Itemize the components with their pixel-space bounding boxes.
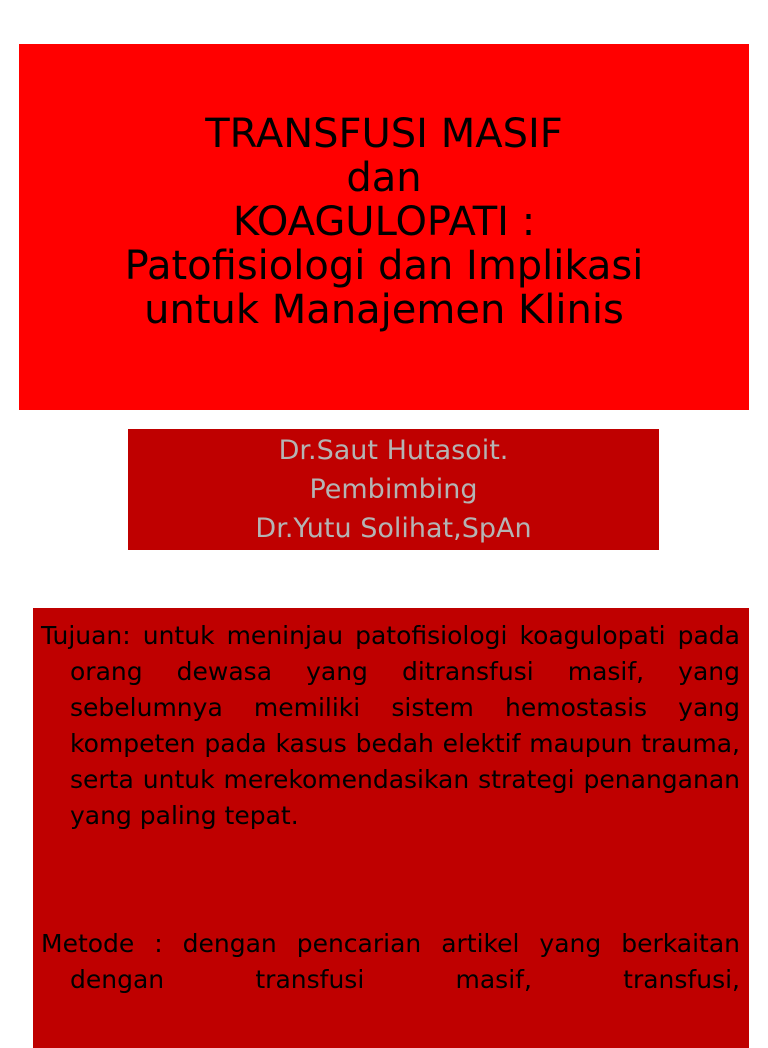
supervisor-label: Pembimbing bbox=[309, 474, 478, 505]
title-line: TRANSFUSI MASIF bbox=[205, 111, 563, 157]
author-box bbox=[128, 429, 659, 550]
title-box bbox=[19, 44, 749, 410]
content-box bbox=[33, 608, 749, 1048]
title-line: untuk Manajemen Klinis bbox=[144, 287, 624, 333]
title-line: KOAGULOPATI : bbox=[232, 199, 536, 245]
title-line: dan bbox=[346, 155, 422, 201]
author-name: Dr.Saut Hutasoit. bbox=[278, 435, 509, 466]
title-line: Patofisiologi dan Implikasi bbox=[124, 243, 644, 289]
tujuan-paragraph: Tujuan: untuk meninjau patofisiologi koagulopati pada orang dewasa yang ditransfusi masif, yang sebelumnya memiliki sistem hemostasis yang kompeten pada kasus bedah elektif maupun trauma, serta untuk merekomendasikan strategi penanganan yang paling tepat. bbox=[41, 621, 740, 830]
paragraph-spacer bbox=[41, 834, 740, 926]
supervisor-name: Dr.Yutu Solihat,SpAn bbox=[255, 513, 532, 544]
metode-paragraph: Metode : dengan pencarian artikel yang berkaitan dengan transfusi masif, transfusi, bbox=[41, 929, 740, 994]
